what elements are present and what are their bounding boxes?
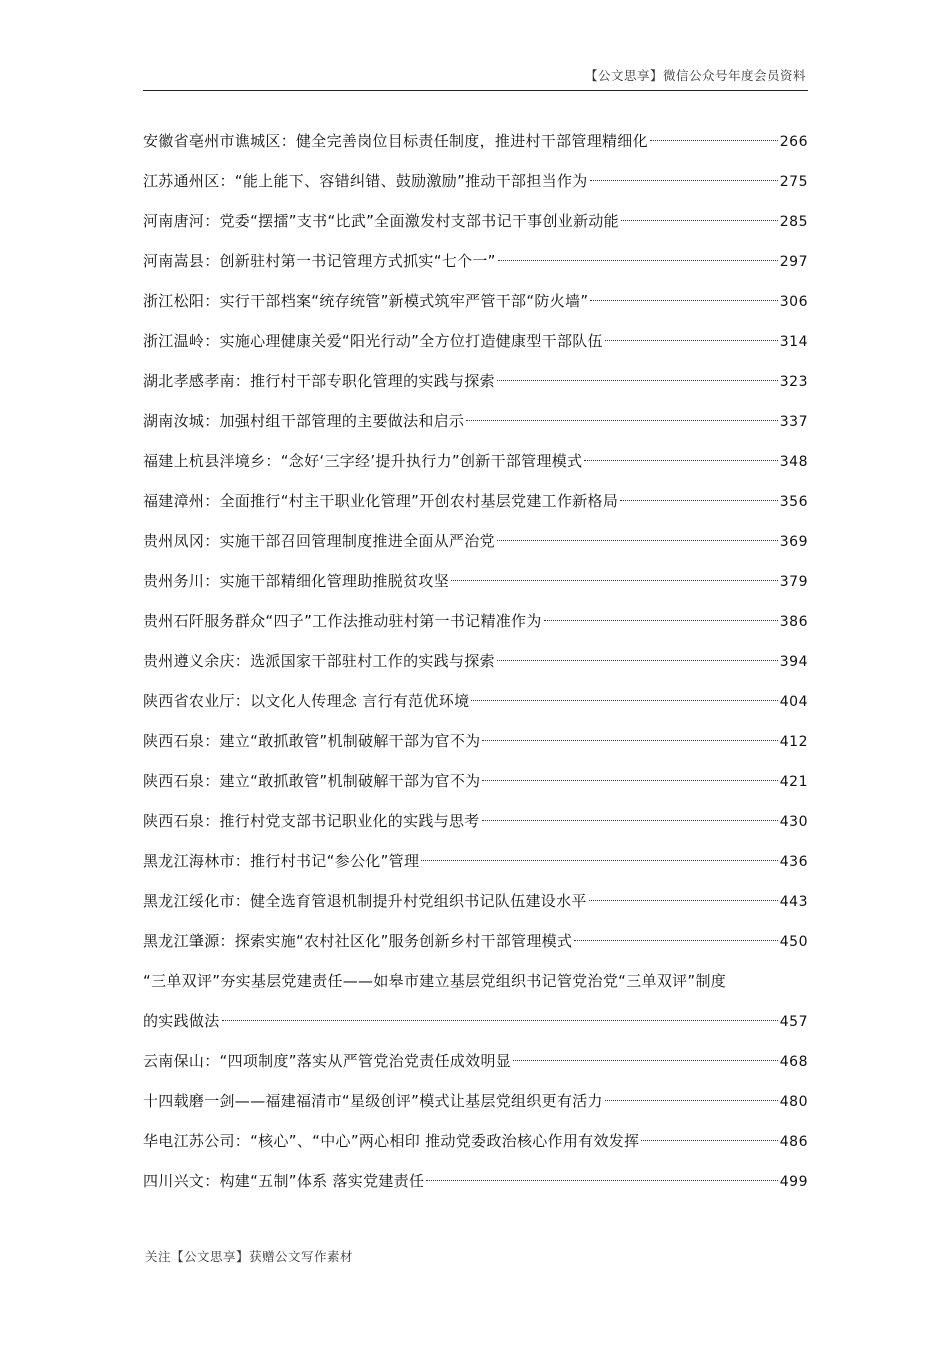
toc-page-number: 386 — [779, 614, 808, 630]
toc-entry[interactable] — [143, 1001, 808, 1041]
toc-page-number: 480 — [779, 1094, 808, 1110]
toc-page-number: 306 — [779, 294, 808, 310]
toc-entry-title: 黑龙江海林市：推行村书记“参公化”管理 — [143, 852, 420, 870]
toc-entry-title-line: “三单双评”夯实基层党建责任——如皋市建立基层党组织书记管党治党“三单双评”制度 — [143, 972, 727, 990]
toc-entry[interactable] — [143, 561, 808, 601]
toc-entry-title: 浙江温岭：实施心理健康关爱“阳光行动”全方位打造健康型干部队伍 — [143, 332, 603, 350]
toc-entry[interactable] — [143, 1041, 808, 1081]
toc-dot-leader — [620, 500, 778, 501]
toc-page-number: 412 — [779, 734, 808, 750]
toc-dot-leader — [589, 900, 778, 901]
toc-entry[interactable] — [143, 681, 808, 721]
toc-dot-leader — [513, 1060, 778, 1061]
toc-entry-title: 黑龙江肇源：探索实施“农村社区化”服务创新乡村干部管理模式 — [143, 932, 573, 950]
toc-entry-title: 贵州石阡服务群众“四子”工作法推动驻村第一书记精准作为 — [143, 612, 542, 630]
toc-entry-title: 黑龙江绥化市：健全选育管退机制提升村党组织书记队伍建设水平 — [143, 892, 587, 910]
toc-page-number: 285 — [779, 214, 808, 230]
toc-entry[interactable] — [143, 1161, 808, 1201]
toc-dot-leader — [584, 460, 777, 461]
toc-page-number: 356 — [779, 494, 808, 510]
toc-dot-leader — [590, 180, 778, 181]
toc-page-number: 348 — [779, 454, 808, 470]
toc-entry-title: 华电江苏公司：“核心”、“中心”两心相印 推动党委政治核心作用有效发挥 — [143, 1132, 640, 1150]
toc-entry-title: 贵州务川：实施干部精细化管理助推脱贫攻坚 — [143, 572, 450, 590]
toc-page-number: 323 — [779, 374, 808, 390]
toc-page-number: 404 — [779, 694, 808, 710]
toc-entry-title: 贵州凤冈：实施干部召回管理制度推进全面从严治党 — [143, 532, 495, 550]
toc-entry[interactable] — [143, 521, 808, 561]
toc-entry[interactable] — [143, 241, 808, 281]
toc-dot-leader — [466, 420, 777, 421]
toc-dot-leader — [471, 700, 777, 701]
toc-entry-title: 十四载磨一剑——福建福清市“星级创评”模式让基层党组织更有活力 — [143, 1092, 603, 1110]
toc-dot-leader — [426, 1180, 777, 1181]
toc-entry[interactable] — [143, 481, 808, 521]
toc-page-number: 314 — [779, 334, 808, 350]
toc-entry-title: 福建上杭县泮境乡：“念好‘三字经’提升执行力”创新干部管理模式 — [143, 452, 583, 470]
toc-page-number: 275 — [779, 174, 808, 190]
toc-entry[interactable] — [143, 761, 808, 801]
toc-entry-title: 陕西省农业厅：以文化人传理念 言行有范优环境 — [143, 692, 470, 710]
toc-entry[interactable] — [143, 201, 808, 241]
toc-page-number: 379 — [779, 574, 808, 590]
toc-entry[interactable] — [143, 401, 808, 441]
page-header — [143, 62, 808, 91]
toc-dot-leader — [574, 940, 778, 941]
toc-dot-leader — [605, 340, 778, 341]
toc-entry[interactable] — [143, 721, 808, 761]
toc-page-number: 486 — [779, 1134, 808, 1150]
toc-entry[interactable] — [143, 1121, 808, 1161]
toc-entry-title: 安徽省亳州市谯城区：健全完善岗位目标责任制度，推进村干部管理精细化 — [143, 132, 648, 150]
toc-entry[interactable] — [143, 441, 808, 481]
toc-dot-leader — [590, 300, 777, 301]
toc-dot-leader — [482, 780, 777, 781]
toc-dot-leader — [482, 740, 777, 741]
toc-page-number: 421 — [779, 774, 808, 790]
toc-dot-leader — [641, 1140, 777, 1141]
toc-page-number: 436 — [779, 854, 808, 870]
table-of-contents — [143, 121, 808, 1201]
page-footer: 关注【公文思享】获赠公文写作素材 — [145, 1249, 354, 1264]
toc-entry-title: 陕西石泉：建立“敢抓敢管”机制破解干部为官不为 — [143, 772, 481, 790]
toc-entry[interactable] — [143, 841, 808, 881]
toc-entry-title: 浙江松阳：实行干部档案“统存统管”新模式筑牢严管干部“防火墙” — [143, 292, 589, 310]
toc-dot-leader — [498, 260, 778, 261]
toc-page-number: 369 — [779, 534, 808, 550]
toc-entry[interactable] — [143, 641, 808, 681]
toc-dot-leader — [650, 140, 778, 141]
toc-entry[interactable] — [143, 1081, 808, 1121]
toc-dot-leader — [621, 220, 778, 221]
toc-entry-title: 贵州遵义余庆：选派国家干部驻村工作的实践与探索 — [143, 652, 495, 670]
toc-entry[interactable] — [143, 361, 808, 401]
toc-entry-title: 江苏通州区：“能上能下、容错纠错、鼓励激励”推动干部担当作为 — [143, 172, 588, 190]
toc-dot-leader — [497, 540, 778, 541]
toc-dot-leader — [451, 580, 778, 581]
toc-dot-leader — [222, 1020, 778, 1021]
toc-entry[interactable] — [143, 881, 808, 921]
toc-entry[interactable] — [143, 321, 808, 361]
toc-page-number: 337 — [779, 414, 808, 430]
toc-entry-title: 云南保山：“四项制度”落实从严管党治党责任成效明显 — [143, 1052, 512, 1070]
toc-dot-leader — [482, 820, 778, 821]
toc-dot-leader — [421, 860, 778, 861]
toc-page-number: 443 — [779, 894, 808, 910]
toc-entry-title: 陕西石泉：推行村党支部书记职业化的实践与思考 — [143, 812, 480, 830]
toc-page-number: 457 — [779, 1014, 808, 1030]
toc-entry[interactable] — [143, 281, 808, 321]
toc-entry-title: 河南嵩县：创新驻村第一书记管理方式抓实“七个一” — [143, 252, 496, 270]
toc-page-number: 468 — [779, 1054, 808, 1070]
toc-page-number: 394 — [779, 654, 808, 670]
toc-entry-title: 河南唐河：党委“摆擂”支书“比武”全面激发村支部书记干事创业新动能 — [143, 212, 619, 230]
toc-entry-title: 四川兴文：构建“五制”体系 落实党建责任 — [143, 1172, 425, 1190]
toc-dot-leader — [497, 380, 778, 381]
toc-page-number: 430 — [779, 814, 808, 830]
toc-entry[interactable] — [143, 801, 808, 841]
toc-entry[interactable] — [143, 161, 808, 201]
toc-entry-title: 湖北孝感孝南：推行村干部专职化管理的实践与探索 — [143, 372, 495, 390]
toc-page-number: 297 — [779, 254, 808, 270]
toc-page-number: 450 — [779, 934, 808, 950]
toc-page-number: 499 — [779, 1174, 808, 1190]
toc-entry-title: 湖南汝城：加强村组干部管理的主要做法和启示 — [143, 412, 465, 430]
toc-entry-title: 福建漳州：全面推行“村主干职业化管理”开创农村基层党建工作新格局 — [143, 492, 619, 510]
header-text: 【公文思享】微信公众号年度会员资料 — [584, 68, 806, 83]
toc-page-number: 266 — [779, 134, 808, 150]
toc-dot-leader — [497, 660, 778, 661]
toc-entry-title: 陕西石泉：建立“敢抓敢管”机制破解干部为官不为 — [143, 732, 481, 750]
toc-entry[interactable] — [143, 601, 808, 641]
toc-dot-leader — [605, 1100, 778, 1101]
toc-dot-leader — [544, 620, 778, 621]
toc-entry[interactable] — [143, 121, 808, 161]
toc-entry[interactable] — [143, 921, 808, 961]
toc-entry-title: 的实践做法 — [143, 1012, 220, 1030]
